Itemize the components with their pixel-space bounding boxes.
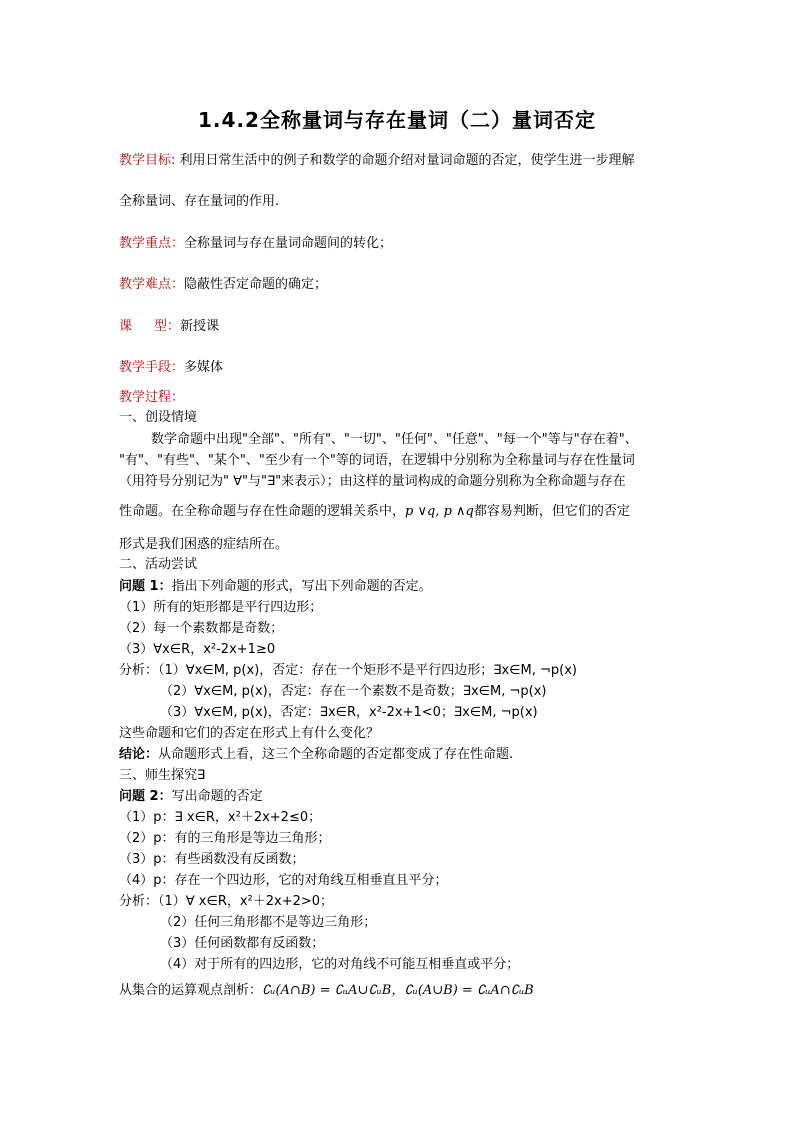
question-2-text: 写出命题的否定: [171, 789, 263, 804]
set-operation-line: [119, 982, 534, 1000]
q1-analysis-3: [160, 704, 538, 722]
sec1-p4-text-b: 都容易判断，但它们的否定: [473, 504, 630, 519]
question-2: [119, 788, 263, 806]
goal-line-2: [119, 193, 279, 211]
q2-analysis-label: 分析：: [119, 894, 159, 909]
analysis-2-formula: ∃x∈M, ¬p(x): [462, 684, 547, 699]
difficulty-line: 教学难点：隐蔽性否定命题的确定；: [119, 277, 328, 292]
q1-item-2: （2）每一个素数都是奇数；: [119, 621, 284, 636]
key-label: 教学重点: [119, 236, 172, 251]
q1-analysis-2: [160, 683, 546, 701]
sec1-p4-text-a: 性命题。在全称命题与存在性命题的逻辑关系中，: [119, 504, 406, 519]
q1-item-3: （3）∀x∈R，x²-2x+1≥0: [119, 642, 276, 657]
question-1: [119, 578, 432, 596]
sec1-paragraph-line-1: 数学命题中出现"全部"、"所有"、"一切"、"任何"、"任意"、"每一个"等与"存在着"、: [151, 432, 638, 447]
question-1-text: 指出下列命题的形式，写出下列命题的否定。: [171, 579, 432, 594]
set-operation-text: 从集合的运算观点剖析：: [119, 983, 263, 998]
conclusion-text: 从命题形式上看，这三个全称命题的否定都变成了存在性命题.: [158, 747, 514, 762]
type-label-b: 型：: [154, 319, 181, 334]
sec1-paragraph-line-3: （用符号分别记为" ∀"与"∃"来表示）；由这样的量词构成的命题分别称为全称命题与存在: [119, 474, 626, 489]
q2-analysis-1-text: （1）∀ x∈R，x²＋2x+2>0；: [158, 894, 334, 909]
q2-analysis-4: （4）对于所有的四边形，它的对角线不可能互相垂直或平分；: [160, 957, 520, 972]
process-label: 教学过程：: [119, 390, 185, 405]
key-text: 全称量词与存在量词命题间的转化；: [184, 236, 393, 251]
type-line: [119, 318, 219, 336]
difficulty-label: 教学难点: [119, 277, 172, 292]
conclusion: [119, 746, 513, 764]
q2-item-2: （2）p：有的三角形是等边三角形；: [119, 831, 331, 846]
key-line: 教学重点：全称量词与存在量词命题间的转化；: [119, 236, 393, 251]
q2-analysis-2: （2）任何三角形都不是等边三角形；: [160, 915, 377, 930]
difficulty-text: 隐蔽性否定命题的确定；: [184, 277, 328, 292]
question-2-label: 问题 2：: [119, 789, 172, 804]
q1-analysis-1: [119, 662, 577, 680]
goal-label: 教学目标: [119, 153, 172, 168]
analysis-3-text: （3）∀x∈M, p(x)，否定：∃x∈R，x²-2x+1<0；: [160, 705, 454, 720]
conclusion-label: 结论：: [119, 747, 159, 762]
means-line: 教学手段：多媒体: [119, 360, 224, 375]
q2-item-4: （4）p：存在一个四边形，它的对角线互相垂直且平分；: [119, 873, 448, 888]
goal-text-2: 全称量词、存在量词的作用.: [119, 194, 280, 209]
analysis-1-formula: ∃x∈M, ¬p(x): [493, 663, 577, 678]
q2-analysis-3: （3）任何函数都有反函数；: [160, 936, 325, 951]
form-change-question: 这些命题和它们的否定在形式上有什么变化？: [119, 726, 380, 741]
goal-line-1: 教学目标: 利用日常生活中的例子和数学的命题介绍对量词命题的否定，使学生进一步理解: [119, 153, 635, 168]
analysis-1-text: （1）∀x∈M, p(x)，否定：存在一个矩形不是平行四边形；: [158, 663, 494, 678]
type-label-a: 课: [119, 319, 133, 334]
q2-analysis-1: [119, 893, 333, 911]
section-3-heading: 三、师生探究∃: [119, 768, 206, 783]
logic-formula: p ∨q, p ∧q: [405, 504, 474, 519]
sec1-paragraph-line-4: [119, 503, 630, 521]
analysis-3-formula: ∃x∈M, ¬p(x): [453, 705, 538, 720]
q2-item-1: （1）p：∃ x∈R，x²＋2x+2≤0；: [119, 810, 322, 825]
analysis-label: 分析：: [119, 663, 159, 678]
section-1-heading: 一、创设情境: [119, 410, 198, 425]
q1-item-1: （1）所有的矩形都是平行四边形；: [119, 600, 323, 615]
q2-item-3: （3）p：有些函数没有反函数；: [119, 852, 305, 867]
section-2-heading: 二、活动尝试: [119, 557, 198, 572]
means-label: 教学手段: [119, 360, 172, 375]
page-title: 1.4.2全称量词与存在量词（二）量词否定: [198, 108, 596, 132]
means-text: 多媒体: [184, 360, 224, 375]
de-morgan-formula: ∁ᵤ(A∩B) = ∁ᵤA∪∁ᵤB，∁ᵤ(A∪B) = ∁ᵤA∩∁ᵤB: [262, 983, 534, 998]
goal-text-1: 利用日常生活中的例子和数学的命题介绍对量词命题的否定，使学生进一步理解: [179, 153, 635, 168]
sec1-paragraph-line-5: 形式是我们困惑的症结所在。: [119, 537, 289, 552]
type-text: 新授课: [180, 319, 220, 334]
question-1-label: 问题 1：: [119, 579, 172, 594]
sec1-paragraph-line-2: "有"、"有些"、"某个"、"至少有一个"等的词语，在逻辑中分别称为全称量词与存在性量词: [119, 453, 635, 468]
analysis-2-text: （2）∀x∈M, p(x)，否定：存在一个素数不是奇数；: [160, 684, 463, 699]
